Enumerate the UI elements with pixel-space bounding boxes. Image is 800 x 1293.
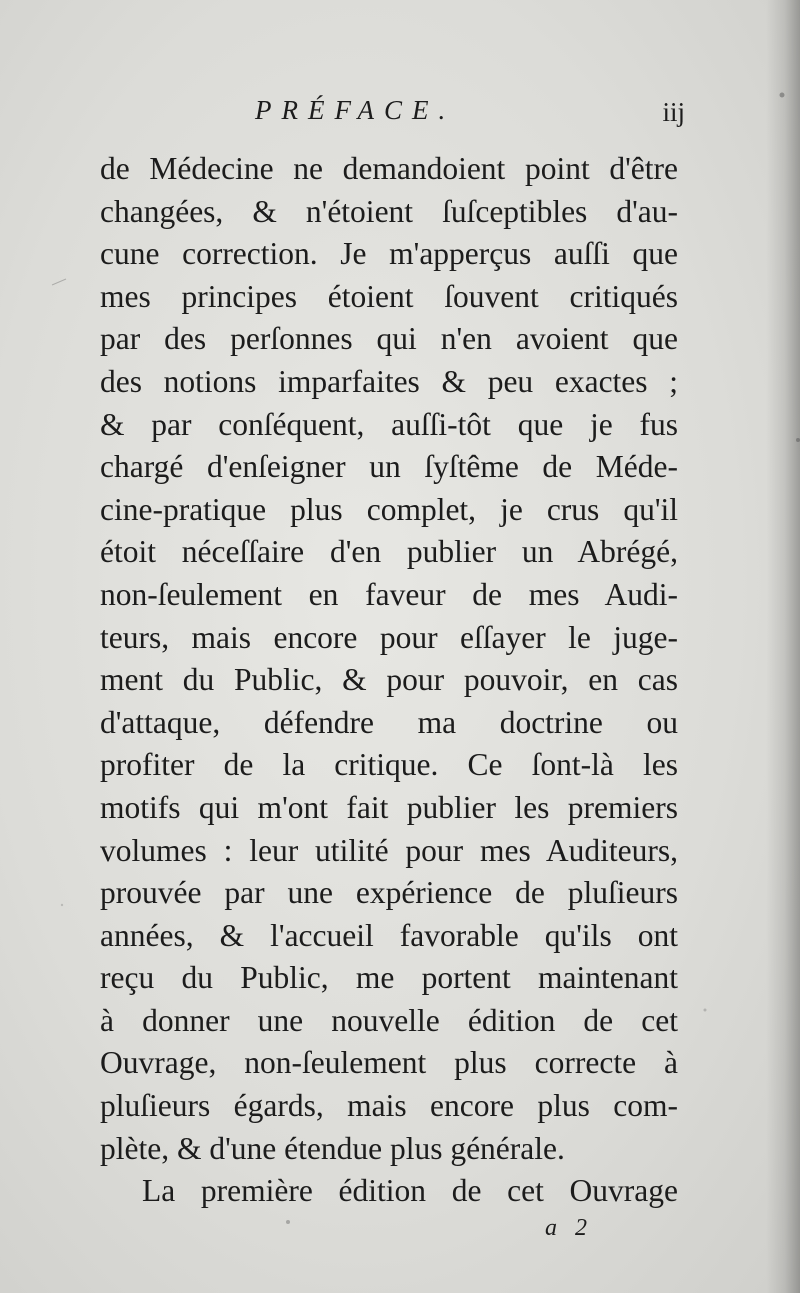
body-text	[100, 148, 678, 1213]
text-line: à donner une nouvelle édition de cet	[100, 1002, 678, 1038]
text-line: des notions imparfaites & peu exactes ;	[100, 363, 678, 399]
text-line: par des perſonnes qui n'en avoient que	[100, 321, 678, 357]
text-line: mes principes étoient ſouvent critiqués	[100, 278, 678, 314]
paragraph-start-line: La première édition de cet Ouvrage	[142, 1173, 678, 1209]
text-line: teurs, mais encore pour eſſayer le juge-	[100, 619, 678, 655]
text-line: pluſieurs égards, mais encore plus com-	[100, 1088, 678, 1124]
paragraph-end-line: plète, & d'une étendue plus générale.	[100, 1130, 565, 1166]
text-line: volumes : leur utilité pour mes Auditeurs,	[100, 832, 678, 868]
running-title: PRÉFACE.	[255, 95, 456, 125]
signature-mark: a 2	[545, 1215, 593, 1241]
text-line: cune correction. Je m'apperçus auſſi que	[100, 236, 678, 272]
text-line: non-ſeulement en faveur de mes Audi-	[100, 576, 678, 612]
text-line: années, & l'accueil favorable qu'ils ont	[100, 917, 678, 953]
binding-shadow	[766, 0, 800, 1293]
text-line: profiter de la critique. Ce ſont-là les	[100, 747, 678, 783]
text-line: cine-pratique plus complet, je crus qu'il	[100, 491, 678, 527]
text-line: de Médecine ne demandoient point d'être	[100, 151, 678, 186]
text-line: reçu du Public, me portent maintenant	[100, 960, 678, 996]
text-line: motifs qui m'ont fait publier les premiers	[100, 789, 678, 825]
text-line: prouvée par une expérience de pluſieurs	[100, 875, 678, 911]
text-line: & par conſéquent, auſſi-tôt que je fus	[100, 406, 678, 442]
page-number: iij	[662, 97, 685, 127]
text-line: d'attaque, défendre ma doctrine ou	[100, 704, 678, 740]
page-header	[100, 95, 685, 139]
text-line: changées, & n'étoient ſuſceptibles d'au-	[100, 193, 678, 229]
text-line: étoit néceſſaire d'en publier un Abrégé,	[100, 534, 678, 570]
text-line: ment du Public, & pour pouvoir, en cas	[100, 662, 678, 698]
text-line: Ouvrage, non-ſeulement plus correcte à	[100, 1045, 678, 1081]
text-line: chargé d'enſeigner un ſyſtême de Méde-	[100, 449, 678, 485]
